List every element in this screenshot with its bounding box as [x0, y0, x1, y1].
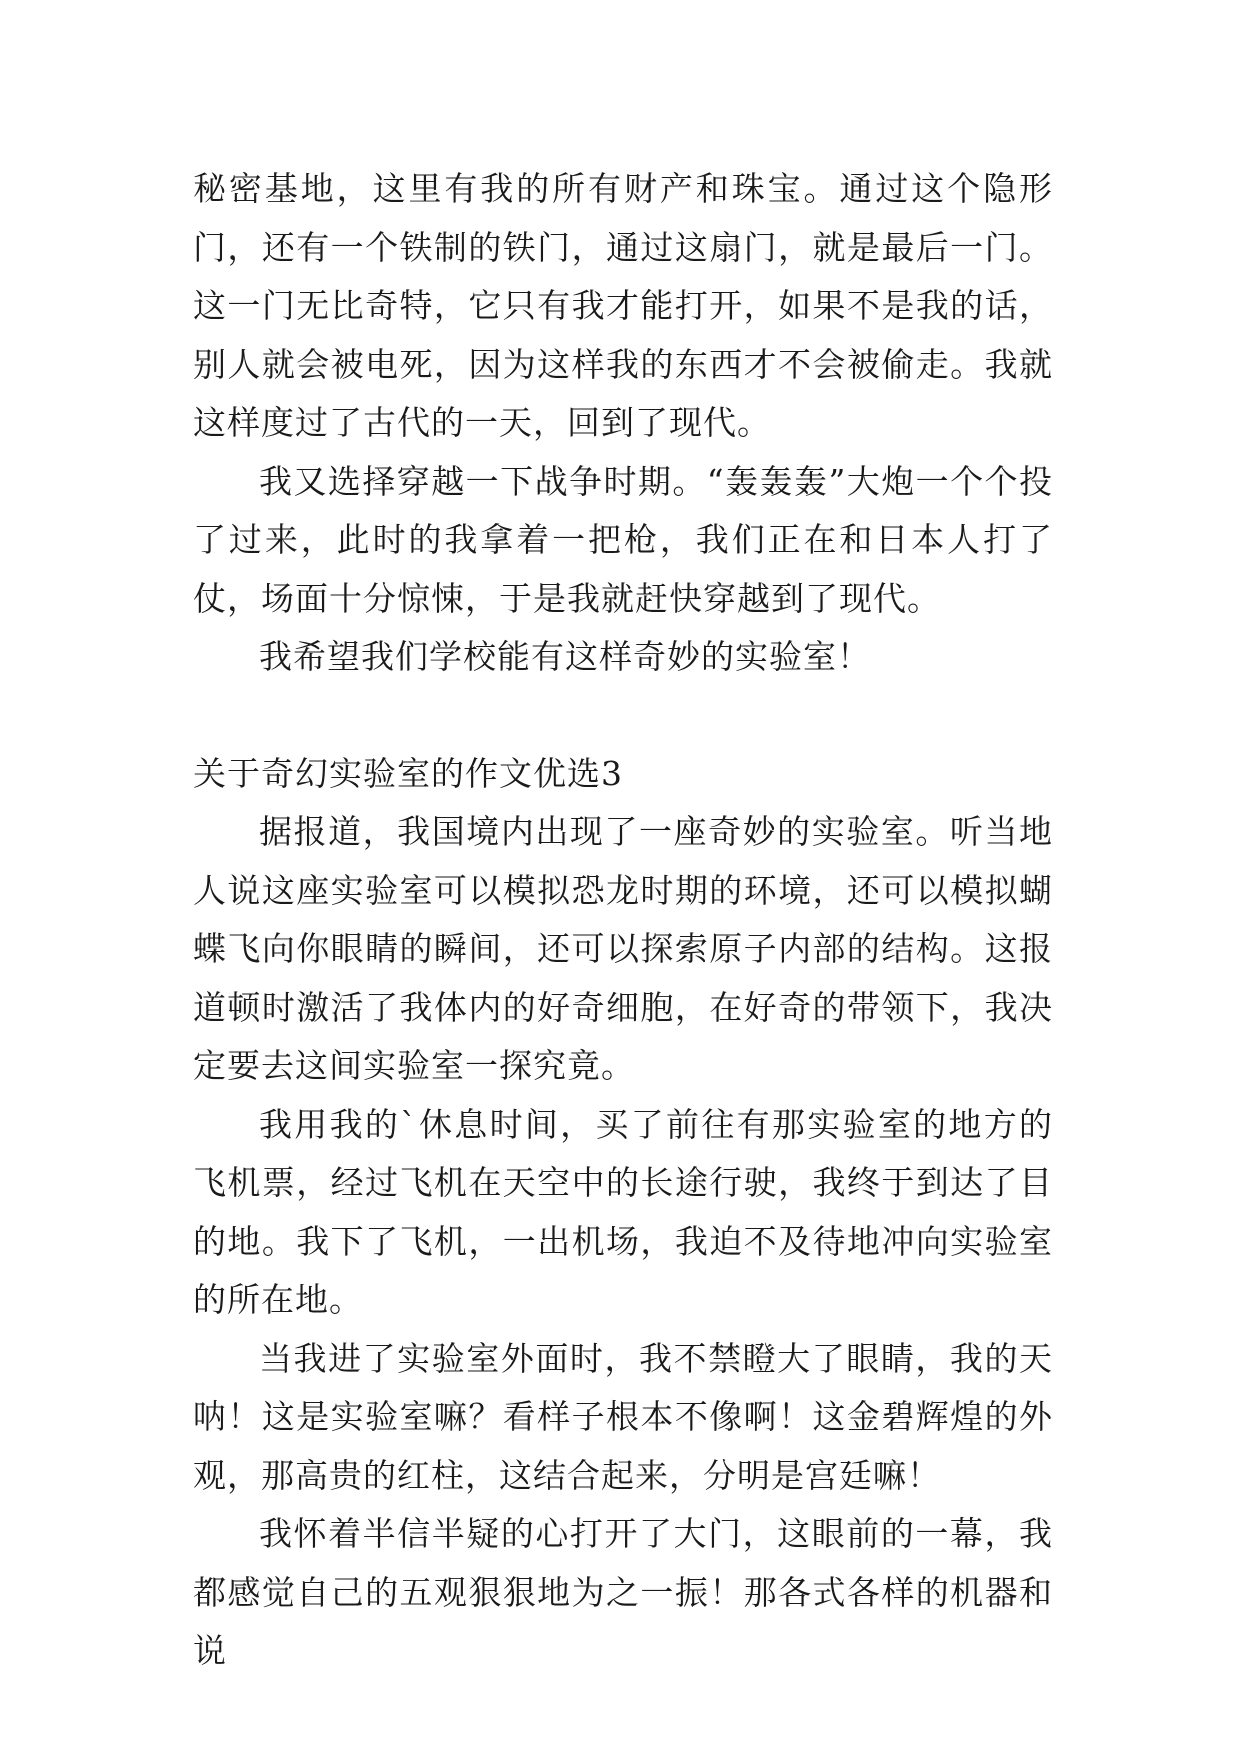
paragraph-war-time: 我又选择穿越一下战争时期。“轰轰轰”大炮一个个投了过来，此时的我拿着一把枪，我们正在和日本人打了仗，场面十分惊悚，于是我就赶快穿越到了现代。	[193, 461, 1053, 618]
paragraph-exterior: 当我进了实验室外面时，我不禁瞪大了眼睛，我的天呐！这是实验室嘛？看样子根本不像啊！这金碧辉煌的外观，那高贵的红柱，这结合起来，分明是宫廷嘛！	[193, 1338, 1053, 1495]
paragraph-school-wish: 我希望我们学校能有这样奇妙的实验室！	[259, 637, 871, 676]
paragraph-report: 据报道，我国境内出现了一座奇妙的实验室。听当地人说这座实验室可以模拟恐龙时期的环境，还可以模拟蝴蝶飞向你眼睛的瞬间，还可以探索原子内部的结构。这报道顿时激活了我体内的好奇细胞，在好奇的带领下，我决定要去这间实验室一探究竟。	[193, 812, 1053, 1085]
paragraph-continued: 秘密基地，这里有我的所有财产和珠宝。通过这个隐形门，还有一个铁制的铁门，通过这扇门，就是最后一门。这一门无比奇特，它只有我才能打开，如果不是我的话，别人就会被电死，因为这样我的东西才不会被偷走。我就这样度过了古代的一天，回到了现代。	[193, 169, 1053, 442]
paragraph-door: 我怀着半信半疑的心打开了大门，这眼前的一幕，我都感觉自己的五观狠狠地为之一振！那各式各样的机器和说	[193, 1514, 1053, 1670]
document-body	[193, 160, 1053, 1681]
paragraph-flight: 我用我的`休息时间，买了前往有那实验室的地方的飞机票，经过飞机在天空中的长途行驶，我终于到达了目的地。我下了飞机，一出机场，我迫不及待地冲向实验室的所在地。	[193, 1104, 1053, 1319]
section-title: 关于奇幻实验室的作文优选3	[193, 753, 623, 793]
